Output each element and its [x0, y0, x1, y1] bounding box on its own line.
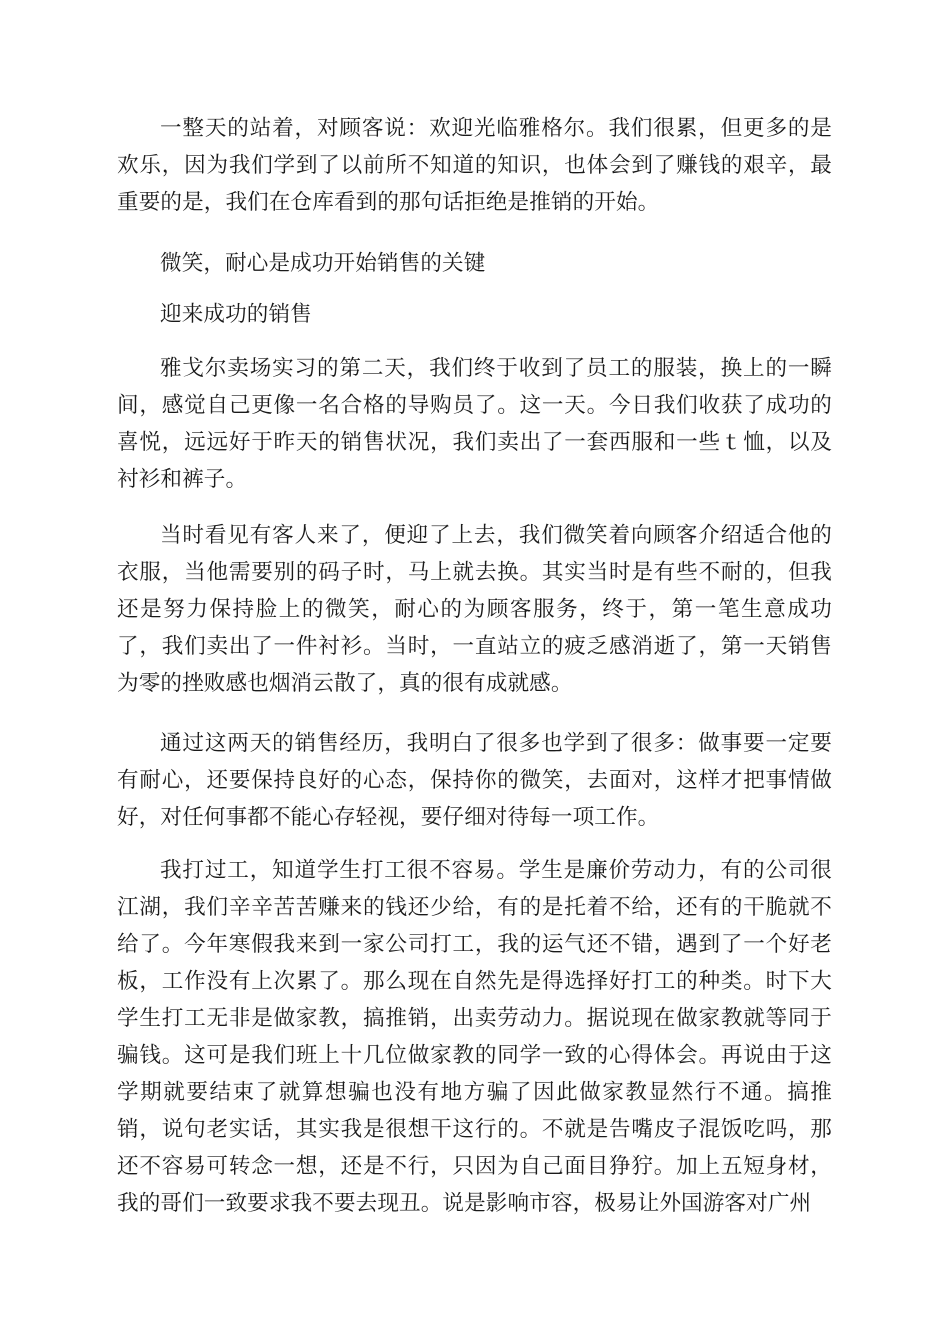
paragraph-2: 雅戈尔卖场实习的第二天，我们终于收到了员工的服装，换上的一瞬间，感觉自己更像一名合格的导购员了。这一天。今日我们收获了成功的喜悦，远远好于昨天的销售状况，我们卖出了一套西服和一些ｔ恤，以及衬衫和裤子。: [117, 356, 832, 492]
paragraph-1: 一整天的站着，对顾客说：欢迎光临雅格尔。我们很累，但更多的是欢乐，因为我们学到了以前所不知道的知识，也体会到了赚钱的艰辛，最重要的是，我们在仓库看到的那句话拒绝是推销的开始。: [117, 116, 832, 215]
paragraph-3: 当时看见有客人来了，便迎了上去，我们微笑着向顾客介绍适合他的衣服，当他需要别的码子时，马上就去换。其实当时是有些不耐的，但我还是努力保持脸上的微笑，耐心的为顾客服务，终于，第一笔生意成功了，我们卖出了一件衬衫。当时，一直站立的疲乏感消逝了，第一天销售为零的挫败感也烟消云散了，真的很有成就感。: [117, 523, 832, 696]
paragraph-4: 通过这两天的销售经历，我明白了很多也学到了很多：做事要一定要有耐心，还要保持良好的心态，保持你的微笑，去面对，这样才把事情做好，对任何事都不能心存轻视，要仔细对待每一项工作。: [117, 731, 832, 830]
paragraph-5: 我打过工，知道学生打工很不容易。学生是廉价劳动力，有的公司很江湖，我们辛辛苦苦赚来的钱还少给，有的是托着不给，还有的干脆就不给了。今年寒假我来到一家公司打工，我的运气还不错，遇到了一个好老板，工作没有上次累了。那么现在自然先是得选择好打工的种类。时下大学生打工无非是做家教，搞推销，出卖劳动力。据说现在做家教就等同于骗钱。这可是我们班上十几位做家教的同学一致的心得体会。再说由于这学期就要结束了就算想骗也没有地方骗了因此做家教显然行不通。搞推销，说句老实话，其实我是很想干这行的。不就是告嘴皮子混饭吃吗，那还不容易可转念一想，还是不行，只因为自己面目狰狞。加上五短身材，我的哥们一致要求我不要去现丑。说是影响市容，极易让外国游客对广州: [117, 858, 832, 1216]
paragraph-heading-smile-patience: 微笑，耐心是成功开始销售的关键: [160, 251, 486, 276]
paragraph-heading-successful-sale: 迎来成功的销售: [160, 302, 312, 327]
document-page: [117, 0, 832, 1344]
